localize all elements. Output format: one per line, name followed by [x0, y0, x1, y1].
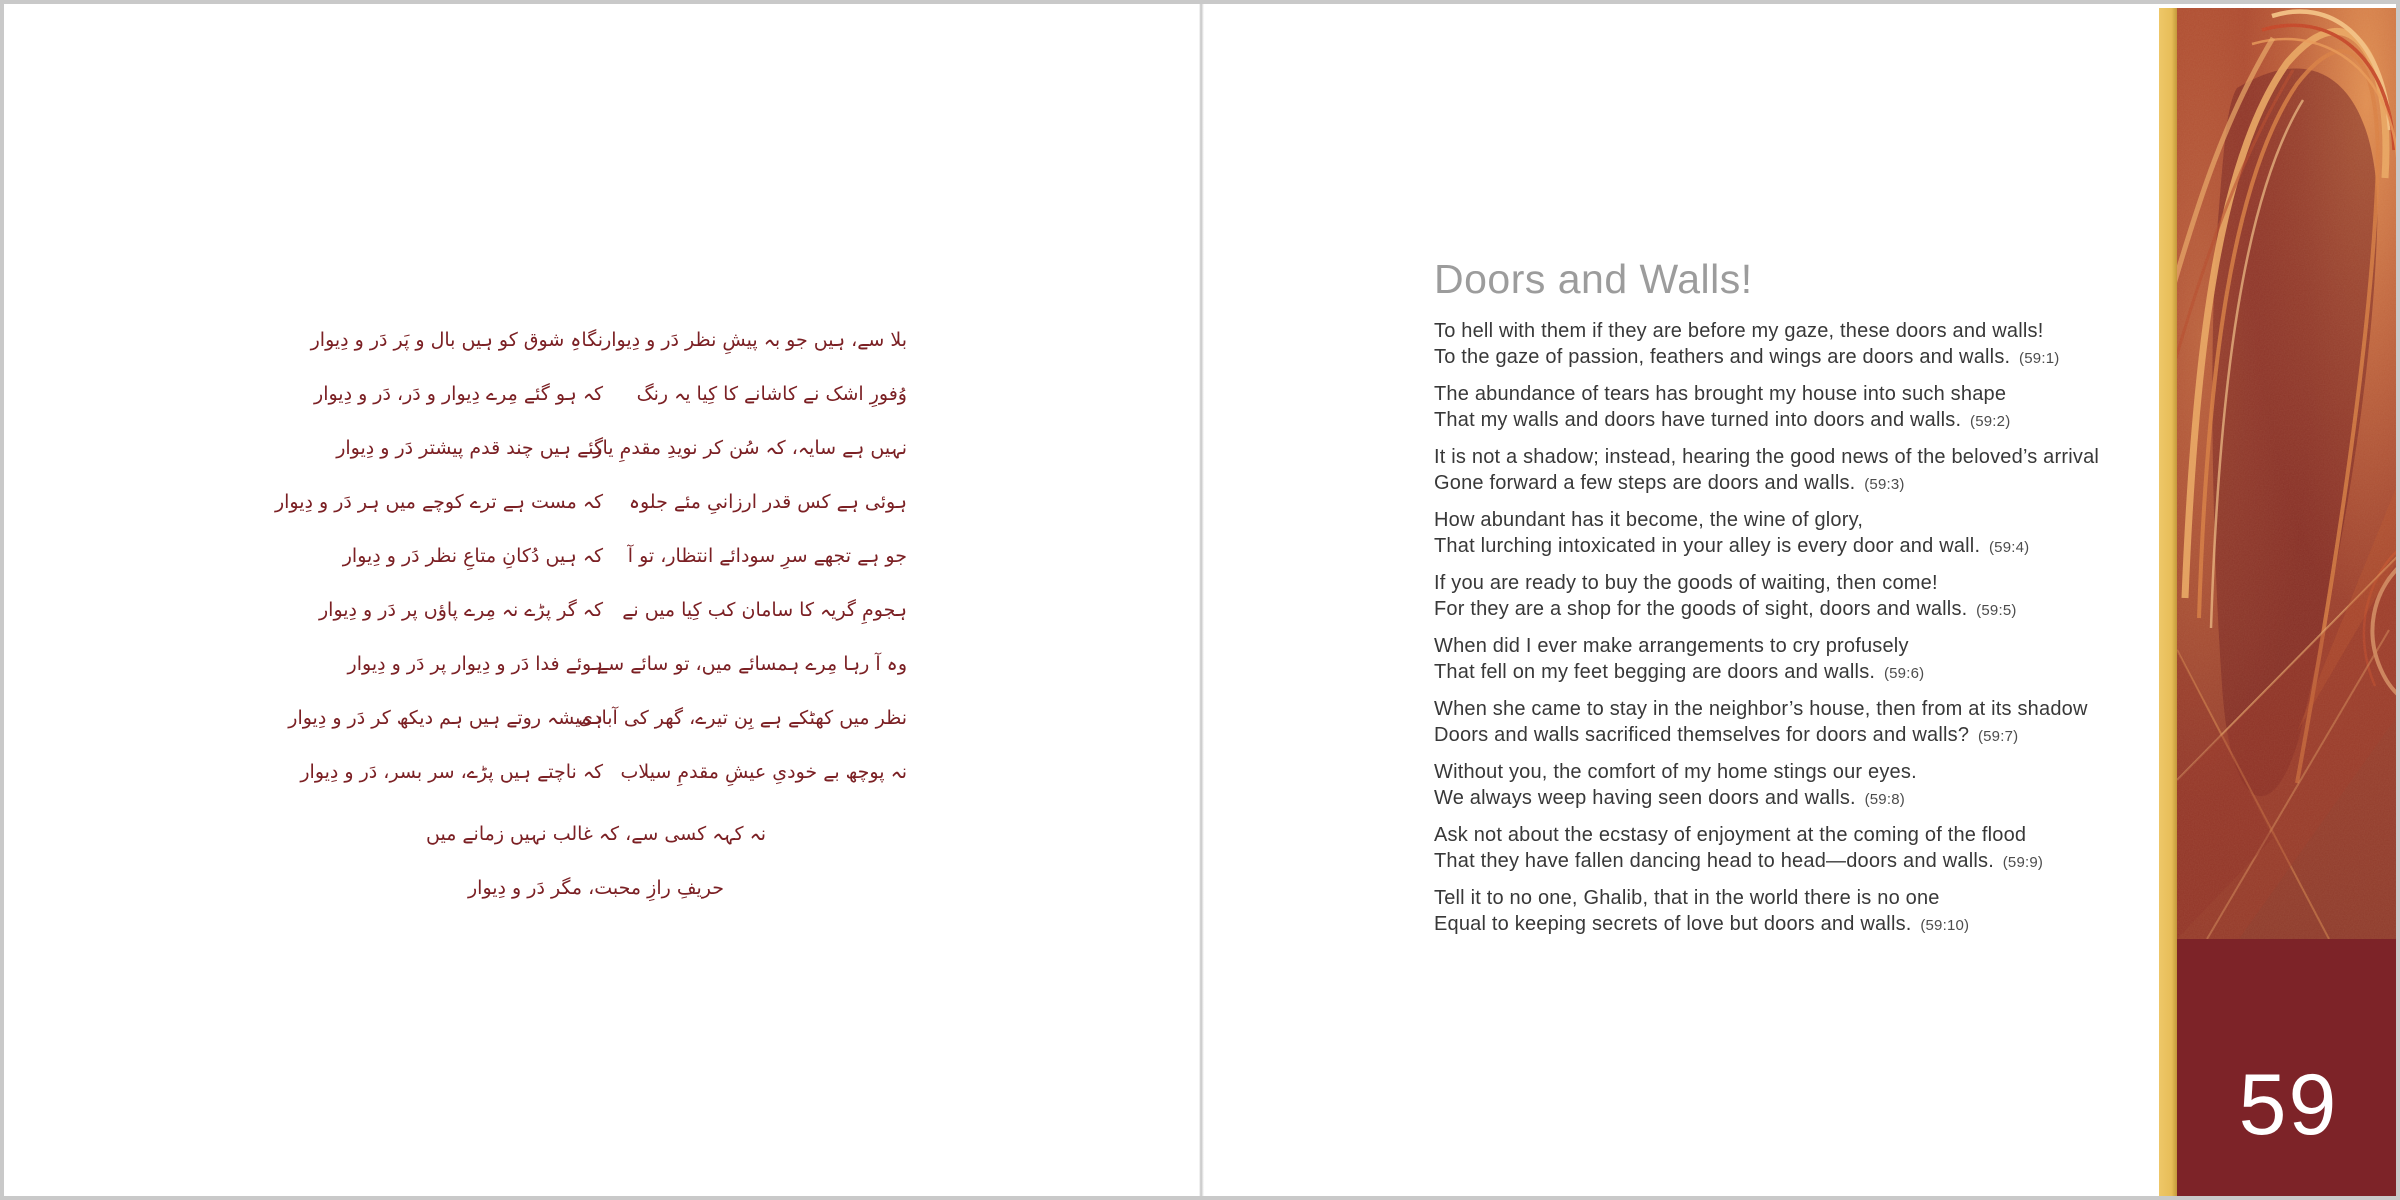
verse-line: When did I ever make arrangements to cry profusely — [1434, 635, 1909, 658]
verse-ref: (59:10) — [1920, 917, 1970, 935]
verse-couplet — [1434, 570, 2144, 624]
verse-couplet — [1434, 822, 2144, 876]
urdu-hemistich-second: کہ ہو گئے مِرے دِیوار و دَر، دَر و دِیوار — [314, 383, 603, 405]
urdu-hemistich-second: کہ ناچتے ہیں پڑے، سر بسر، دَر و دِیوار — [300, 761, 603, 783]
urdu-couplet-row — [285, 745, 907, 799]
urdu-hemistich-second: گئے ہیں چند قدم پیشتر دَر و دِیوار — [336, 437, 603, 459]
urdu-hemistich-first: وہ آ رہا مِرے ہمسائے میں، تو سائے سے — [597, 653, 907, 675]
right-page — [1204, 4, 2159, 1196]
urdu-couplet-row — [285, 691, 907, 745]
verse-couplet — [1434, 696, 2144, 750]
verse-ref: (59:7) — [1977, 728, 2019, 746]
urdu-poem — [274, 313, 907, 915]
urdu-couplet-row — [274, 475, 907, 529]
verse-line: Tell it to no one, Ghalib, that in the world there is no one — [1434, 887, 1940, 910]
verse-line: For they are a shop for the goods of sight, doors and walls. — [1434, 598, 1968, 621]
urdu-hemistich-first: نہیں ہے سایہ، کہ سُن کر نویدِ مقدمِ یار — [593, 437, 907, 459]
verse-ref: (59:9) — [2002, 854, 2044, 872]
urdu-closing-couplet — [285, 807, 907, 915]
urdu-hemistich-second: کہ ہیں دُکانِ متاعِ نظر دَر و دِیوار — [342, 545, 603, 567]
urdu-couplet-row — [285, 583, 907, 637]
urdu-hemistich-first: جو ہے تجھے سرِ سودائے انتظار، تو آ — [627, 545, 907, 567]
urdu-hemistich-second: ہوئے فدا دَر و دِیوار پر دَر و دِیوار — [347, 653, 603, 675]
verse-line: Doors and walls sacrificed themselves for doors and walls? — [1434, 724, 1970, 747]
urdu-hemistich-first: بلا سے، ہیں جو بہ پیشِ نظر دَر و دِیوار — [602, 329, 907, 351]
verse-couplet — [1434, 885, 2144, 939]
urdu-hemistich-second: ہمیشہ روتے ہیں ہم دیکھ کر دَر و دِیوار — [288, 707, 603, 729]
margin-artwork — [2177, 8, 2400, 939]
verse-couplet — [1434, 507, 2144, 561]
urdu-hemistich-first: وُفورِ اشک نے کاشانے کا کِیا یہ رنگ — [636, 383, 907, 405]
verse-line: We always weep having seen doors and walls. — [1434, 787, 1856, 810]
urdu-couplet-row — [285, 529, 907, 583]
verse-ref: (59:6) — [1883, 665, 1925, 683]
urdu-hemistich-first: نہ پوچھ بے خودیِ عیشِ مقدمِ سیلاب — [620, 761, 907, 783]
verse-line: That they have fallen dancing head to head—doors and walls. — [1434, 850, 1994, 873]
verse-ref: (59:2) — [1970, 413, 2011, 431]
verse-ref: (59:5) — [1976, 602, 2017, 620]
verse-line: If you are ready to buy the goods of waiting, then come! — [1434, 572, 1938, 595]
verse-line: When she came to stay in the neighbor’s house, then from at its shadow — [1434, 698, 2088, 721]
verse-line: Without you, the comfort of my home stings our eyes. — [1434, 761, 1917, 784]
verse-line: That fell on my feet begging are doors and walls. — [1434, 661, 1876, 684]
verse-couplet — [1434, 759, 2144, 813]
urdu-hemistich-first: ہجومِ گریہ کا سامان کب کِیا میں نے — [622, 599, 907, 621]
verse-line: Ask not about the ecstasy of enjoyment at the coming of the flood — [1434, 824, 2027, 847]
verse-line: That lurching intoxicated in your alley is every door and wall. — [1434, 535, 1981, 558]
verse-line: Gone forward a few steps are doors and walls. — [1434, 472, 1856, 495]
verse-couplet — [1434, 444, 2144, 498]
urdu-couplet-row — [285, 313, 907, 367]
urdu-hemistich-second: نگاہِ شوق کو ہیں بال و پَر دَر و دِیوار — [310, 329, 603, 351]
urdu-hemistich-second: کہ گر پڑے نہ مِرے پاؤں پر دَر و دِیوار — [319, 599, 603, 621]
gold-margin-rule — [2159, 8, 2177, 1200]
urdu-couplet-row — [285, 637, 907, 691]
verse-line: How abundant has it become, the wine of glory, — [1434, 509, 1864, 532]
verse-line: It is not a shadow; instead, hearing the good news of the beloved’s arrival — [1434, 446, 2100, 469]
urdu-couplet-row — [285, 367, 907, 421]
abstract-painting-image — [2177, 8, 2400, 939]
verse-ref: (59:1) — [2019, 350, 2060, 368]
verse-couplet — [1434, 633, 2144, 687]
verse-line: The abundance of tears has brought my house into such shape — [1434, 383, 2007, 406]
urdu-hemistich-first: نظر میں کھٹکے ہے بِن تیرے، گھر کی آبادی — [578, 707, 907, 729]
verse-couplet — [1434, 318, 2144, 372]
urdu-couplet-row — [285, 421, 907, 475]
urdu-closing-line: حریفِ رازِ محبت، مگر دَر و دِیوار — [468, 877, 724, 899]
page-number-box — [2177, 939, 2400, 1196]
urdu-hemistich-second: کہ مست ہے ترے کوچے میں ہر دَر و دِیوار — [274, 491, 603, 513]
verse-ref: (59:8) — [1864, 791, 1905, 809]
verse-line: That my walls and doors have turned into doors and walls. — [1434, 409, 1962, 432]
left-page — [4, 4, 1199, 1196]
verse-couplet — [1434, 381, 2144, 435]
urdu-hemistich-first: ہوئی ہے کس قدر ارزانیِ مئے جلوہ — [628, 491, 907, 513]
poem-title: Doors and Walls! — [1434, 256, 1753, 302]
verse-ref: (59:4) — [1988, 539, 2030, 557]
verse-line: Equal to keeping secrets of love but doors and walls. — [1434, 913, 1912, 936]
translation-block — [1434, 256, 2144, 948]
page-number: 59 — [2238, 1057, 2339, 1153]
verse-line: To hell with them if they are before my gaze, these doors and walls! — [1434, 320, 2044, 343]
verse-line: To the gaze of passion, feathers and wings are doors and walls. — [1434, 346, 2011, 369]
verse-ref: (59:3) — [1864, 476, 1905, 494]
urdu-closing-line: نہ کہہ کسی سے، کہ غالب نہیں زمانے میں — [426, 823, 766, 845]
